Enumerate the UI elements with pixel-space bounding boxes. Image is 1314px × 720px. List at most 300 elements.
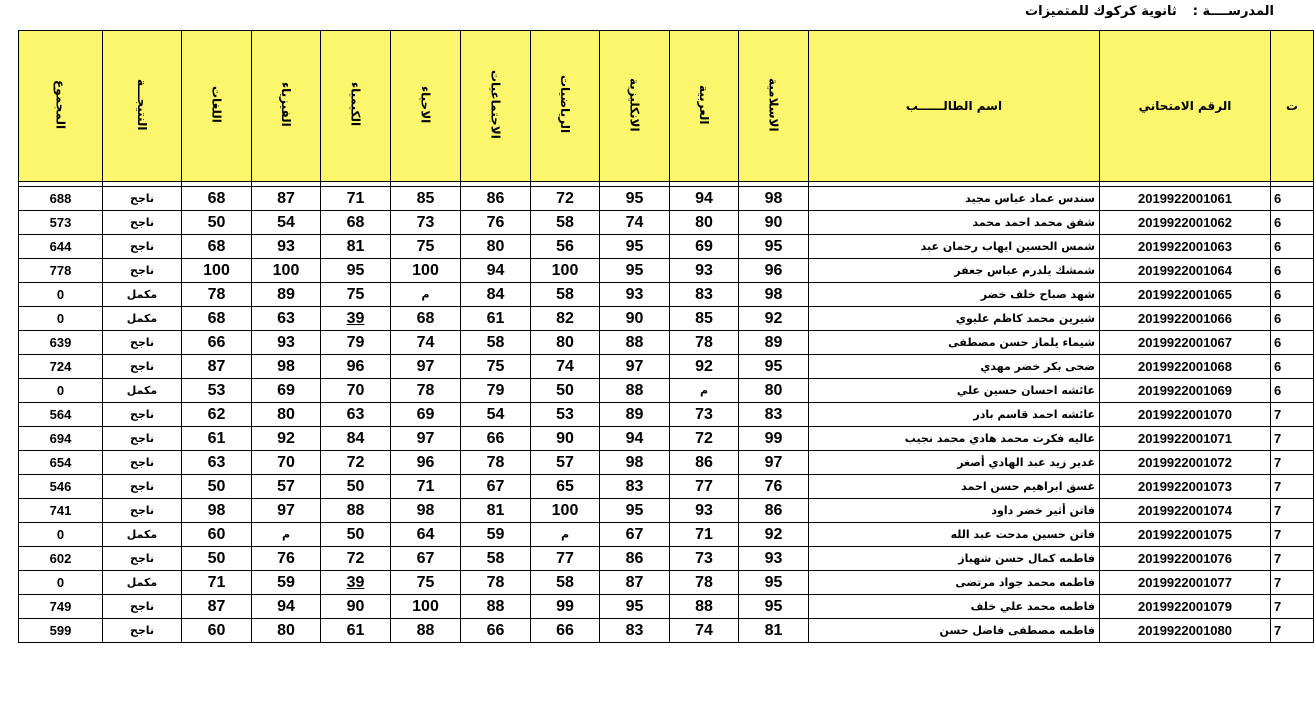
cell-name: عائشه احمد قاسم بادر bbox=[809, 403, 1100, 427]
cell-social: 81 bbox=[461, 499, 531, 523]
cell-english: 89 bbox=[600, 403, 670, 427]
cell-chemistry: 75 bbox=[321, 283, 391, 307]
cell-physics: 93 bbox=[252, 331, 321, 355]
cell-total: 741 bbox=[19, 499, 103, 523]
cell-seq: 7 bbox=[1271, 499, 1314, 523]
cell-arabic: 85 bbox=[670, 307, 739, 331]
cell-social: 58 bbox=[461, 331, 531, 355]
cell-math: 58 bbox=[531, 283, 600, 307]
cell-seq: 6 bbox=[1271, 211, 1314, 235]
table-row bbox=[19, 427, 1314, 451]
cell-name: شمس الحسين ايهاب رحمان عبد bbox=[809, 235, 1100, 259]
cell-name: عائشه احسان حسين علي bbox=[809, 379, 1100, 403]
cell-chemistry: 50 bbox=[321, 475, 391, 499]
cell-physics: 97 bbox=[252, 499, 321, 523]
cell-social: 84 bbox=[461, 283, 531, 307]
cell-total: 573 bbox=[19, 211, 103, 235]
cell-exam: 2019922001074 bbox=[1100, 499, 1271, 523]
cell-arabic: 72 bbox=[670, 427, 739, 451]
cell-total: 778 bbox=[19, 259, 103, 283]
cell-social: 80 bbox=[461, 235, 531, 259]
cell-seq: 6 bbox=[1271, 355, 1314, 379]
cell-math: 56 bbox=[531, 235, 600, 259]
cell-name: شمشك يلدرم عباس جعفر bbox=[809, 259, 1100, 283]
cell-result: مكمل bbox=[103, 379, 182, 403]
table-row bbox=[19, 331, 1314, 355]
cell-seq: 6 bbox=[1271, 283, 1314, 307]
cell-english: 95 bbox=[600, 235, 670, 259]
cell-physics: 80 bbox=[252, 403, 321, 427]
cell-seq: 7 bbox=[1271, 523, 1314, 547]
col-header-exam-number: الرقم الامتحاني bbox=[1100, 31, 1271, 182]
school-header bbox=[1025, 0, 1274, 24]
cell-physics: 93 bbox=[252, 235, 321, 259]
cell-languages: 50 bbox=[182, 475, 252, 499]
col-header-social: الاجتماعيات bbox=[461, 31, 531, 182]
cell-islamic: 93 bbox=[739, 547, 809, 571]
cell-name: فاطمه محمد علي خلف bbox=[809, 595, 1100, 619]
cell-result: ناجح bbox=[103, 619, 182, 643]
cell-seq: 7 bbox=[1271, 403, 1314, 427]
col-header-islamic: الاسلامية bbox=[739, 31, 809, 182]
cell-exam: 2019922001062 bbox=[1100, 211, 1271, 235]
col-header-arabic: العربية bbox=[670, 31, 739, 182]
cell-social: 66 bbox=[461, 619, 531, 643]
cell-biology: 97 bbox=[391, 355, 461, 379]
cell-exam: 2019922001065 bbox=[1100, 283, 1271, 307]
cell-chemistry: 39 bbox=[321, 307, 391, 331]
cell-chemistry: 61 bbox=[321, 619, 391, 643]
cell-islamic: 95 bbox=[739, 595, 809, 619]
cell-total: 0 bbox=[19, 379, 103, 403]
cell-exam: 2019922001080 bbox=[1100, 619, 1271, 643]
cell-physics: م bbox=[252, 523, 321, 547]
cell-languages: 68 bbox=[182, 187, 252, 211]
cell-english: 86 bbox=[600, 547, 670, 571]
cell-arabic: 94 bbox=[670, 187, 739, 211]
cell-biology: 64 bbox=[391, 523, 461, 547]
cell-biology: 100 bbox=[391, 259, 461, 283]
cell-english: 93 bbox=[600, 283, 670, 307]
cell-math: 74 bbox=[531, 355, 600, 379]
cell-physics: 98 bbox=[252, 355, 321, 379]
table-row bbox=[19, 499, 1314, 523]
cell-seq: 6 bbox=[1271, 331, 1314, 355]
cell-languages: 60 bbox=[182, 523, 252, 547]
table-row bbox=[19, 355, 1314, 379]
cell-languages: 53 bbox=[182, 379, 252, 403]
cell-total: 644 bbox=[19, 235, 103, 259]
cell-seq: 6 bbox=[1271, 259, 1314, 283]
cell-biology: 74 bbox=[391, 331, 461, 355]
cell-total: 749 bbox=[19, 595, 103, 619]
cell-math: 99 bbox=[531, 595, 600, 619]
cell-islamic: 98 bbox=[739, 283, 809, 307]
cell-math: 57 bbox=[531, 451, 600, 475]
cell-physics: 94 bbox=[252, 595, 321, 619]
cell-social: 61 bbox=[461, 307, 531, 331]
grades-body bbox=[19, 182, 1314, 643]
cell-biology: 73 bbox=[391, 211, 461, 235]
cell-total: 694 bbox=[19, 427, 103, 451]
cell-languages: 66 bbox=[182, 331, 252, 355]
cell-chemistry: 72 bbox=[321, 547, 391, 571]
cell-languages: 63 bbox=[182, 451, 252, 475]
cell-math: 90 bbox=[531, 427, 600, 451]
cell-islamic: 92 bbox=[739, 307, 809, 331]
cell-islamic: 81 bbox=[739, 619, 809, 643]
cell-name: فاطمه مصطفى فاضل حسن bbox=[809, 619, 1100, 643]
cell-result: ناجح bbox=[103, 475, 182, 499]
cell-english: 98 bbox=[600, 451, 670, 475]
cell-languages: 87 bbox=[182, 355, 252, 379]
cell-arabic: 77 bbox=[670, 475, 739, 499]
cell-english: 97 bbox=[600, 355, 670, 379]
cell-languages: 68 bbox=[182, 235, 252, 259]
cell-social: 79 bbox=[461, 379, 531, 403]
cell-english: 95 bbox=[600, 259, 670, 283]
cell-english: 83 bbox=[600, 619, 670, 643]
cell-math: 100 bbox=[531, 259, 600, 283]
cell-arabic: 73 bbox=[670, 547, 739, 571]
cell-islamic: 97 bbox=[739, 451, 809, 475]
cell-social: 86 bbox=[461, 187, 531, 211]
col-header-sequence: ت bbox=[1271, 31, 1314, 182]
cell-languages: 50 bbox=[182, 547, 252, 571]
cell-islamic: 98 bbox=[739, 187, 809, 211]
cell-result: ناجح bbox=[103, 355, 182, 379]
cell-exam: 2019922001077 bbox=[1100, 571, 1271, 595]
cell-name: فاتن حسين مدحت عبد الله bbox=[809, 523, 1100, 547]
cell-english: 94 bbox=[600, 427, 670, 451]
cell-total: 0 bbox=[19, 307, 103, 331]
cell-biology: 68 bbox=[391, 307, 461, 331]
table-row bbox=[19, 235, 1314, 259]
cell-name: غدير زيد عبد الهادي أصغر bbox=[809, 451, 1100, 475]
cell-math: 65 bbox=[531, 475, 600, 499]
col-header-math: الرياضيات bbox=[531, 31, 600, 182]
table-row bbox=[19, 475, 1314, 499]
school-name: ثانوية كركوك للمتميزات bbox=[1025, 4, 1177, 19]
cell-name: فاتن أثير خضر داود bbox=[809, 499, 1100, 523]
cell-total: 0 bbox=[19, 571, 103, 595]
cell-chemistry: 95 bbox=[321, 259, 391, 283]
cell-seq: 6 bbox=[1271, 307, 1314, 331]
table-row bbox=[19, 451, 1314, 475]
cell-social: 75 bbox=[461, 355, 531, 379]
col-header-languages: اللغات bbox=[182, 31, 252, 182]
cell-result: ناجح bbox=[103, 595, 182, 619]
cell-languages: 68 bbox=[182, 307, 252, 331]
table-row bbox=[19, 403, 1314, 427]
cell-islamic: 99 bbox=[739, 427, 809, 451]
cell-exam: 2019922001063 bbox=[1100, 235, 1271, 259]
cell-math: 82 bbox=[531, 307, 600, 331]
cell-arabic: 71 bbox=[670, 523, 739, 547]
cell-physics: 76 bbox=[252, 547, 321, 571]
cell-physics: 87 bbox=[252, 187, 321, 211]
cell-physics: 57 bbox=[252, 475, 321, 499]
cell-languages: 98 bbox=[182, 499, 252, 523]
cell-languages: 62 bbox=[182, 403, 252, 427]
cell-arabic: 93 bbox=[670, 499, 739, 523]
cell-total: 688 bbox=[19, 187, 103, 211]
cell-math: 50 bbox=[531, 379, 600, 403]
cell-exam: 2019922001061 bbox=[1100, 187, 1271, 211]
col-header-result: النتيجـــة bbox=[103, 31, 182, 182]
cell-math: 100 bbox=[531, 499, 600, 523]
table-row bbox=[19, 211, 1314, 235]
cell-english: 74 bbox=[600, 211, 670, 235]
cell-result: مكمل bbox=[103, 571, 182, 595]
cell-name: شيماء يلماز حسن مصطفى bbox=[809, 331, 1100, 355]
cell-islamic: 89 bbox=[739, 331, 809, 355]
col-header-chemistry: الكيمياء bbox=[321, 31, 391, 182]
cell-english: 87 bbox=[600, 571, 670, 595]
cell-seq: 6 bbox=[1271, 187, 1314, 211]
cell-name: فاطمه محمد جواد مرتضى bbox=[809, 571, 1100, 595]
cell-languages: 61 bbox=[182, 427, 252, 451]
cell-chemistry: 96 bbox=[321, 355, 391, 379]
header-row bbox=[19, 31, 1314, 182]
cell-exam: 2019922001072 bbox=[1100, 451, 1271, 475]
cell-islamic: 96 bbox=[739, 259, 809, 283]
cell-physics: 70 bbox=[252, 451, 321, 475]
cell-result: مكمل bbox=[103, 307, 182, 331]
cell-total: 0 bbox=[19, 523, 103, 547]
cell-math: 66 bbox=[531, 619, 600, 643]
cell-english: 95 bbox=[600, 499, 670, 523]
cell-physics: 100 bbox=[252, 259, 321, 283]
cell-total: 724 bbox=[19, 355, 103, 379]
cell-seq: 7 bbox=[1271, 619, 1314, 643]
cell-chemistry: 71 bbox=[321, 187, 391, 211]
cell-biology: 98 bbox=[391, 499, 461, 523]
cell-biology: 75 bbox=[391, 235, 461, 259]
table-row bbox=[19, 307, 1314, 331]
cell-math: 53 bbox=[531, 403, 600, 427]
cell-biology: 85 bbox=[391, 187, 461, 211]
cell-arabic: 73 bbox=[670, 403, 739, 427]
cell-result: مكمل bbox=[103, 523, 182, 547]
cell-exam: 2019922001064 bbox=[1100, 259, 1271, 283]
cell-languages: 50 bbox=[182, 211, 252, 235]
cell-english: 88 bbox=[600, 379, 670, 403]
cell-total: 639 bbox=[19, 331, 103, 355]
col-header-student-name: اسم الطالــــــب bbox=[809, 31, 1100, 182]
cell-chemistry: 90 bbox=[321, 595, 391, 619]
cell-social: 54 bbox=[461, 403, 531, 427]
cell-name: فاطمه كمال حسن شهباز bbox=[809, 547, 1100, 571]
cell-result: ناجح bbox=[103, 235, 182, 259]
cell-result: ناجح bbox=[103, 499, 182, 523]
col-header-english: الانكليزية bbox=[600, 31, 670, 182]
cell-total: 602 bbox=[19, 547, 103, 571]
cell-exam: 2019922001073 bbox=[1100, 475, 1271, 499]
cell-islamic: 83 bbox=[739, 403, 809, 427]
cell-result: ناجح bbox=[103, 547, 182, 571]
cell-social: 59 bbox=[461, 523, 531, 547]
cell-physics: 54 bbox=[252, 211, 321, 235]
cell-languages: 78 bbox=[182, 283, 252, 307]
cell-physics: 92 bbox=[252, 427, 321, 451]
cell-languages: 87 bbox=[182, 595, 252, 619]
cell-chemistry: 63 bbox=[321, 403, 391, 427]
cell-total: 0 bbox=[19, 283, 103, 307]
cell-social: 78 bbox=[461, 451, 531, 475]
col-header-total: المجموع bbox=[19, 31, 103, 182]
cell-math: 58 bbox=[531, 571, 600, 595]
cell-islamic: 90 bbox=[739, 211, 809, 235]
cell-name: غسق ابراهيم حسن احمد bbox=[809, 475, 1100, 499]
grades-table bbox=[18, 30, 1314, 643]
cell-arabic: 92 bbox=[670, 355, 739, 379]
cell-exam: 2019922001075 bbox=[1100, 523, 1271, 547]
cell-name: عاليه فكرت محمد هادي محمد نجيب bbox=[809, 427, 1100, 451]
cell-chemistry: 39 bbox=[321, 571, 391, 595]
cell-biology: 75 bbox=[391, 571, 461, 595]
cell-exam: 2019922001067 bbox=[1100, 331, 1271, 355]
cell-physics: 89 bbox=[252, 283, 321, 307]
cell-languages: 71 bbox=[182, 571, 252, 595]
cell-arabic: 88 bbox=[670, 595, 739, 619]
cell-arabic: 93 bbox=[670, 259, 739, 283]
cell-result: ناجح bbox=[103, 403, 182, 427]
cell-english: 90 bbox=[600, 307, 670, 331]
cell-biology: 97 bbox=[391, 427, 461, 451]
cell-islamic: 95 bbox=[739, 571, 809, 595]
cell-chemistry: 79 bbox=[321, 331, 391, 355]
table-row bbox=[19, 619, 1314, 643]
cell-exam: 2019922001069 bbox=[1100, 379, 1271, 403]
cell-seq: 7 bbox=[1271, 571, 1314, 595]
cell-biology: 78 bbox=[391, 379, 461, 403]
cell-total: 564 bbox=[19, 403, 103, 427]
table-row bbox=[19, 379, 1314, 403]
cell-name: شفق محمد احمد محمد bbox=[809, 211, 1100, 235]
cell-english: 95 bbox=[600, 595, 670, 619]
cell-seq: 7 bbox=[1271, 595, 1314, 619]
cell-social: 94 bbox=[461, 259, 531, 283]
cell-math: 80 bbox=[531, 331, 600, 355]
cell-languages: 60 bbox=[182, 619, 252, 643]
cell-name: شهد صباح خلف خضر bbox=[809, 283, 1100, 307]
cell-seq: 7 bbox=[1271, 451, 1314, 475]
cell-physics: 59 bbox=[252, 571, 321, 595]
cell-chemistry: 50 bbox=[321, 523, 391, 547]
cell-biology: 67 bbox=[391, 547, 461, 571]
cell-physics: 63 bbox=[252, 307, 321, 331]
cell-social: 58 bbox=[461, 547, 531, 571]
cell-chemistry: 88 bbox=[321, 499, 391, 523]
cell-chemistry: 70 bbox=[321, 379, 391, 403]
cell-english: 67 bbox=[600, 523, 670, 547]
cell-seq: 6 bbox=[1271, 379, 1314, 403]
cell-result: ناجح bbox=[103, 451, 182, 475]
cell-total: 599 bbox=[19, 619, 103, 643]
cell-islamic: 95 bbox=[739, 235, 809, 259]
cell-math: 72 bbox=[531, 187, 600, 211]
table-row bbox=[19, 283, 1314, 307]
table-row bbox=[19, 187, 1314, 211]
cell-physics: 69 bbox=[252, 379, 321, 403]
cell-islamic: 86 bbox=[739, 499, 809, 523]
cell-math: 58 bbox=[531, 211, 600, 235]
cell-islamic: 80 bbox=[739, 379, 809, 403]
cell-biology: 71 bbox=[391, 475, 461, 499]
cell-arabic: 78 bbox=[670, 571, 739, 595]
cell-islamic: 95 bbox=[739, 355, 809, 379]
cell-math: 77 bbox=[531, 547, 600, 571]
cell-arabic: م bbox=[670, 379, 739, 403]
cell-exam: 2019922001066 bbox=[1100, 307, 1271, 331]
cell-arabic: 86 bbox=[670, 451, 739, 475]
cell-english: 88 bbox=[600, 331, 670, 355]
cell-name: شيرين محمد كاظم عليوي bbox=[809, 307, 1100, 331]
cell-social: 76 bbox=[461, 211, 531, 235]
cell-biology: 69 bbox=[391, 403, 461, 427]
col-header-physics: الفيزياء bbox=[252, 31, 321, 182]
cell-islamic: 92 bbox=[739, 523, 809, 547]
cell-biology: 100 bbox=[391, 595, 461, 619]
cell-social: 67 bbox=[461, 475, 531, 499]
cell-seq: 7 bbox=[1271, 427, 1314, 451]
cell-social: 88 bbox=[461, 595, 531, 619]
cell-result: ناجح bbox=[103, 187, 182, 211]
cell-chemistry: 81 bbox=[321, 235, 391, 259]
cell-name: ضحى بكر خضر مهدي bbox=[809, 355, 1100, 379]
cell-arabic: 83 bbox=[670, 283, 739, 307]
cell-islamic: 76 bbox=[739, 475, 809, 499]
cell-arabic: 69 bbox=[670, 235, 739, 259]
cell-result: ناجح bbox=[103, 211, 182, 235]
table-row bbox=[19, 571, 1314, 595]
table-row bbox=[19, 523, 1314, 547]
cell-exam: 2019922001070 bbox=[1100, 403, 1271, 427]
cell-social: 66 bbox=[461, 427, 531, 451]
cell-seq: 7 bbox=[1271, 475, 1314, 499]
cell-math: م bbox=[531, 523, 600, 547]
cell-seq: 6 bbox=[1271, 235, 1314, 259]
cell-exam: 2019922001076 bbox=[1100, 547, 1271, 571]
cell-languages: 100 bbox=[182, 259, 252, 283]
cell-result: ناجح bbox=[103, 259, 182, 283]
cell-english: 83 bbox=[600, 475, 670, 499]
cell-social: 78 bbox=[461, 571, 531, 595]
cell-arabic: 80 bbox=[670, 211, 739, 235]
cell-name: سندس عماد عباس مجيد bbox=[809, 187, 1100, 211]
cell-chemistry: 72 bbox=[321, 451, 391, 475]
cell-total: 546 bbox=[19, 475, 103, 499]
cell-exam: 2019922001079 bbox=[1100, 595, 1271, 619]
cell-chemistry: 68 bbox=[321, 211, 391, 235]
cell-total: 654 bbox=[19, 451, 103, 475]
cell-biology: م bbox=[391, 283, 461, 307]
table-row bbox=[19, 595, 1314, 619]
col-header-biology: الاحياء bbox=[391, 31, 461, 182]
cell-english: 95 bbox=[600, 187, 670, 211]
cell-seq: 7 bbox=[1271, 547, 1314, 571]
cell-biology: 96 bbox=[391, 451, 461, 475]
cell-chemistry: 84 bbox=[321, 427, 391, 451]
cell-result: ناجح bbox=[103, 331, 182, 355]
cell-result: مكمل bbox=[103, 283, 182, 307]
cell-physics: 80 bbox=[252, 619, 321, 643]
table-row bbox=[19, 547, 1314, 571]
table-row bbox=[19, 259, 1314, 283]
cell-exam: 2019922001068 bbox=[1100, 355, 1271, 379]
cell-result: ناجح bbox=[103, 427, 182, 451]
